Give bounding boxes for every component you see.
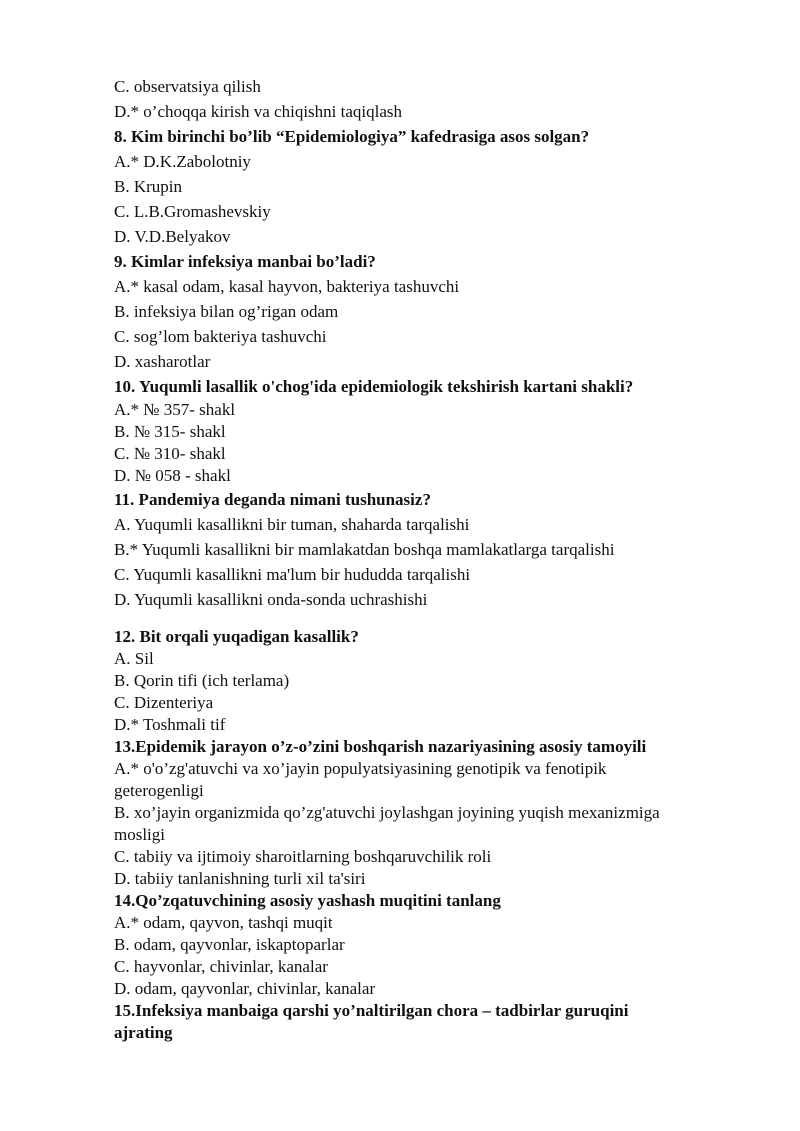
option-line: D. № 058 - shakl — [114, 466, 231, 485]
option-line: D.* Toshmali tif — [114, 715, 226, 734]
option-line: D. Yuqumli kasallikni onda-sonda uchrashishi — [114, 590, 428, 609]
option-line: B. Qorin tifi (ich terlama) — [114, 671, 290, 690]
option-line: C. hayvonlar, chivinlar, kanalar — [114, 957, 328, 976]
option-line: A. Yuqumli kasallikni bir tuman, shaharda tarqalishi — [114, 515, 470, 534]
option-line: C. sog’lom bakteriya tashuvchi — [114, 327, 327, 346]
option-line: D. tabiiy tanlanishning turli xil ta'siri — [114, 869, 366, 888]
option-line: C. L.B.Gromashevskiy — [114, 202, 271, 221]
option-line: D. V.D.Belyakov — [114, 227, 231, 246]
option-line: C. Dizenteriya — [114, 693, 214, 712]
option-line: C. observatsiya qilish — [114, 77, 261, 96]
option-line: B. odam, qayvonlar, iskaptoparlar — [114, 935, 345, 954]
option-line: D.* o’choqqa kirish va chiqishni taqiqlash — [114, 102, 403, 121]
question-line: ajrating — [114, 1023, 173, 1042]
question-line: 9. Kimlar infeksiya manbai bo’ladi? — [114, 252, 376, 271]
question-line: 13.Epidemik jarayon o’z-o’zini boshqarish nazariyasining asosiy tamoyili — [114, 737, 647, 756]
option-line: C. Yuqumli kasallikni ma'lum bir hududda tarqalishi — [114, 565, 471, 584]
option-line: B.* Yuqumli kasallikni bir mamlakatdan boshqa mamlakatlarga tarqalishi — [114, 540, 615, 559]
option-line: D. xasharotlar — [114, 352, 211, 371]
question-line: 12. Bit orqali yuqadigan kasallik? — [114, 627, 359, 646]
option-line: A. Sil — [114, 649, 154, 668]
option-line: A.* D.K.Zabolotniy — [114, 152, 251, 171]
option-line: A.* № 357- shakl — [114, 400, 236, 419]
option-line: C. № 310- shakl — [114, 444, 226, 463]
paragraph-gap — [114, 612, 734, 626]
option-line: geterogenligi — [114, 781, 204, 800]
option-line: B. xo’jayin organizmida qo’zg'atuvchi joylashgan joyining yuqish mexanizmiga — [114, 803, 660, 822]
option-line: B. Krupin — [114, 177, 182, 196]
option-line: B. № 315- shakl — [114, 422, 226, 441]
option-line: C. tabiiy va ijtimoiy sharoitlarning boshqaruvchilik roli — [114, 847, 492, 866]
question-line: 15.Infeksiya manbaiga qarshi yo’naltirilgan chora – tadbirlar guruqini — [114, 1001, 629, 1020]
question-line: 11. Pandemiya deganda nimani tushunasiz? — [114, 490, 431, 509]
option-line: A.* o'o’zg'atuvchi va xo’jayin populyatsiyasining genotipik va fenotipik — [114, 759, 607, 778]
question-line: 14.Qo’zqatuvchining asosiy yashash muqitini tanlang — [114, 891, 501, 910]
question-line: 8. Kim birinchi bo’lib “Epidemiologiya” kafedrasiga asos solgan? — [114, 127, 590, 146]
option-line: mosligi — [114, 825, 166, 844]
option-line: B. infeksiya bilan og’rigan odam — [114, 302, 339, 321]
option-line: A.* odam, qayvon, tashqi muqit — [114, 913, 333, 932]
option-line: D. odam, qayvonlar, chivinlar, kanalar — [114, 979, 376, 998]
document-page — [114, 74, 734, 1044]
option-line: A.* kasal odam, kasal hayvon, bakteriya tashuvchi — [114, 277, 460, 296]
question-line: 10. Yuqumli lasallik o'chog'ida epidemiologik tekshirish kartani shakli? — [114, 377, 634, 396]
